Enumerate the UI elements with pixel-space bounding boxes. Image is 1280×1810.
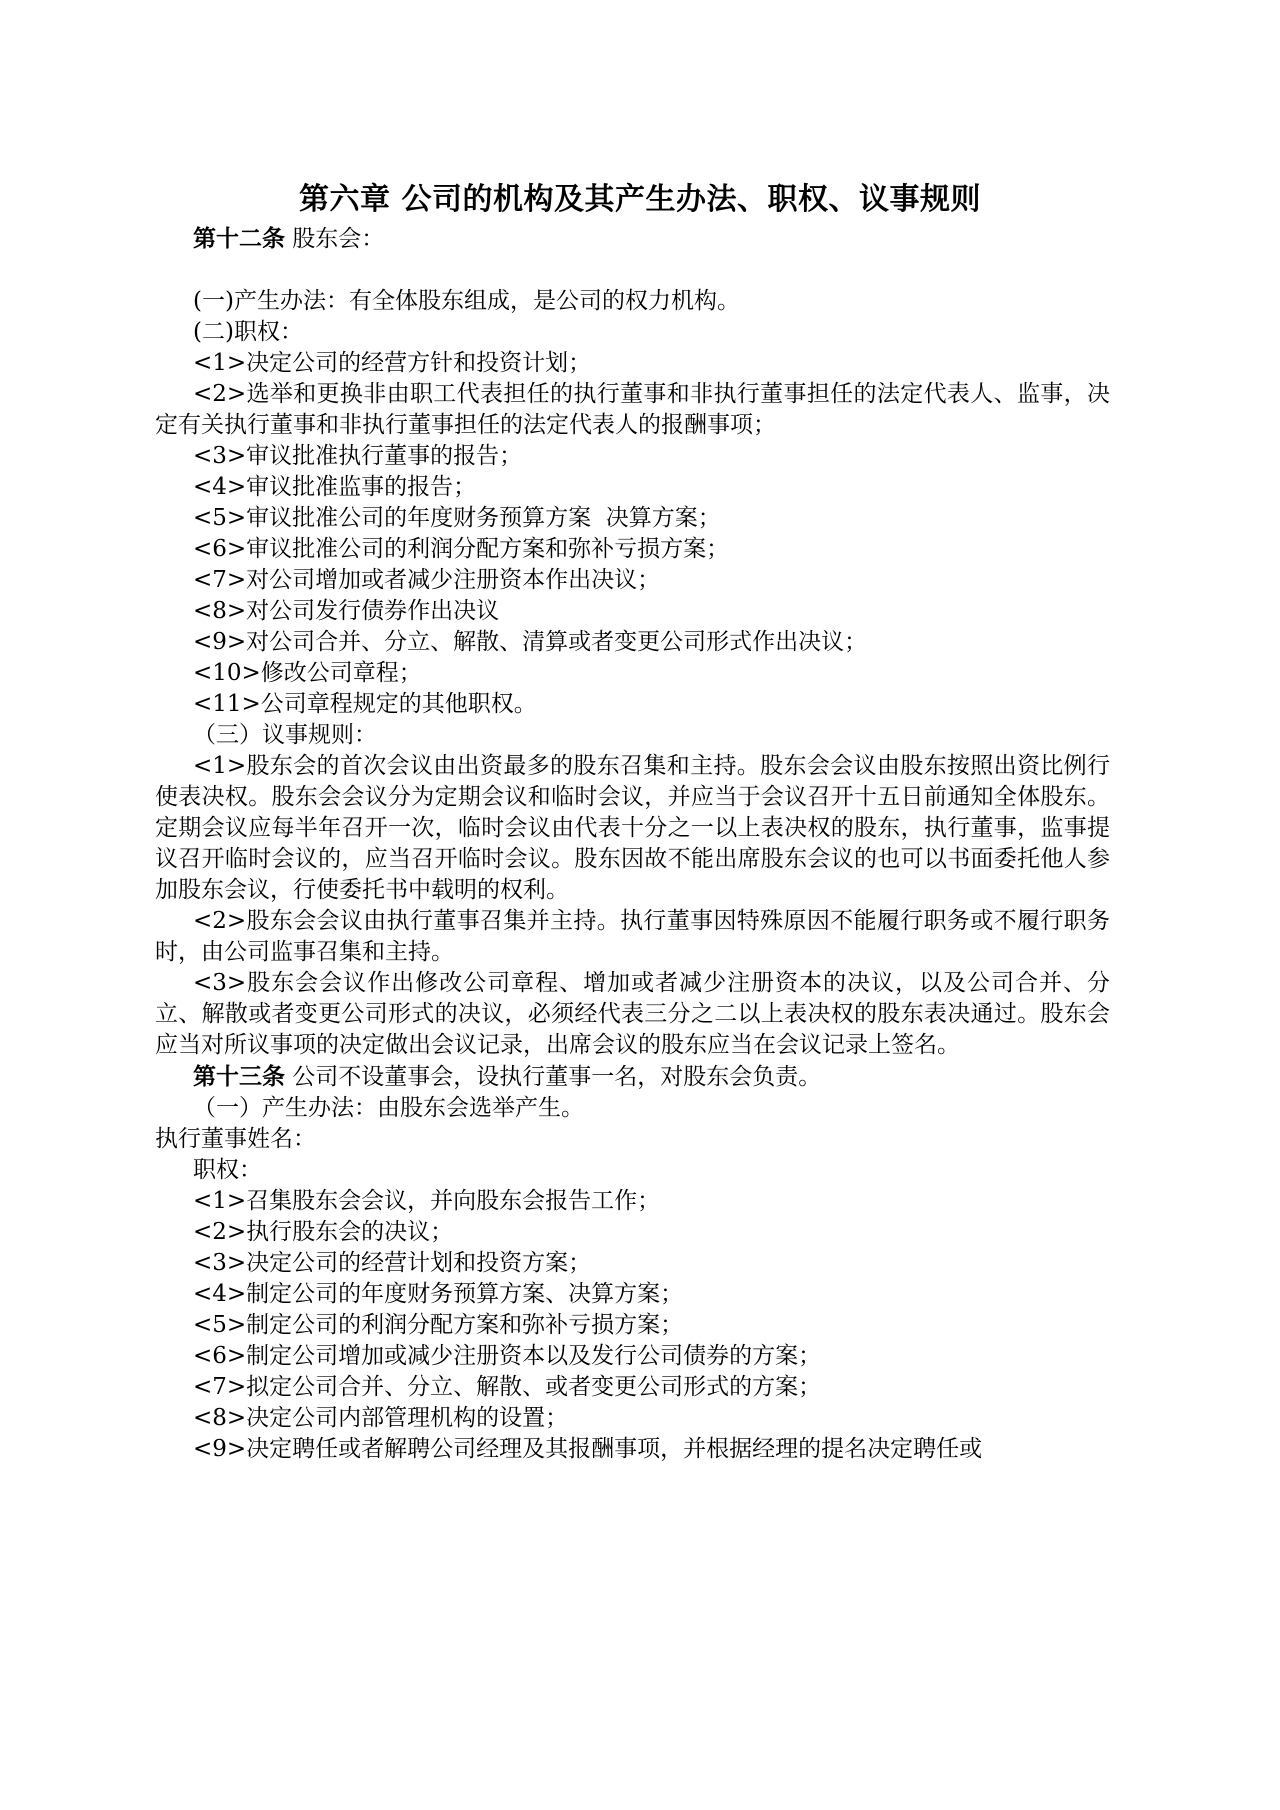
article-12-number: 第十二条 bbox=[193, 225, 285, 252]
article-13-name-label: 执行董事姓名： bbox=[155, 1126, 316, 1152]
article-12-rule-item bbox=[155, 968, 1110, 1061]
article-12-subject: 股东会： bbox=[285, 226, 385, 252]
article-12-power-item: <5>审议批准公司的年度财务预算方案 决算方案； bbox=[193, 505, 721, 531]
article-13-power-item: <1>召集股东会会议，并向股东会报告工作； bbox=[193, 1188, 661, 1214]
article-12-rule-text: <1>股东会的首次会议由出资最多的股东召集和主持。股东会会议由股东按照出资比例行使表决权。股东会会议分为定期会议和临时会议，并应当于会议召开十五日前通知全体股东。定期会议应每半年召开一次，临时会议由代表十分之一以上表决权的股东，执行董事，监事提议召开临时会议的，应当召开临时会议。股东因故不能出席股东会议的也可以书面委托他人参加股东会议，行使委托书中载明的权利。 bbox=[155, 753, 1110, 903]
article-13-number: 第十三条 bbox=[193, 1063, 285, 1090]
article-13-power-item: <3>决定公司的经营计划和投资方案； bbox=[193, 1250, 592, 1276]
article-13-subject: 公司不设董事会，设执行董事一名，对股东会负责。 bbox=[285, 1064, 822, 1090]
article-13-powers-heading: 职权： bbox=[193, 1157, 262, 1183]
article-12-power-item: <4>审议批准监事的报告； bbox=[193, 474, 477, 500]
article-12-power-item: <10>修改公司章程； bbox=[193, 660, 422, 686]
article-13-power-item: <6>制定公司增加或减少注册资本以及发行公司债券的方案； bbox=[193, 1343, 822, 1369]
article-13-power-item: <5>制定公司的利润分配方案和弥补亏损方案； bbox=[193, 1312, 684, 1338]
article-13-power-item: <2>执行股东会的决议； bbox=[193, 1219, 454, 1245]
article-13-power-item: <4>制定公司的年度财务预算方案、决算方案； bbox=[193, 1281, 684, 1307]
article-12-power-item: <3>审议批准执行董事的报告； bbox=[193, 443, 523, 469]
article-12-rule-text: <2>股东会会议由执行董事召集并主持。执行董事因特殊原因不能履行职务或不履行职务时，由公司监事召集和主持。 bbox=[155, 908, 1110, 965]
article-12-rule-item bbox=[155, 906, 1110, 968]
article-12-rule-item bbox=[155, 751, 1110, 906]
article-12-power-item-text: <2>选举和更换非由职工代表担任的执行董事和非执行董事担任的法定代表人、监事，决定有关执行董事和非执行董事担任的法定代表人的报酬事项； bbox=[155, 381, 1110, 438]
article-13-heading-line bbox=[193, 1061, 1110, 1093]
chapter-title: 第六章 公司的机构及其产生办法、职权、议事规则 bbox=[299, 182, 981, 217]
article-12-power-item: <8>对公司发行债券作出决议 bbox=[193, 598, 500, 624]
article-12-method: (一)产生办法：有全体股东组成，是公司的权力机构。 bbox=[193, 288, 740, 314]
article-12-power-item: <9>对公司合并、分立、解散、清算或者变更公司形式作出决议； bbox=[193, 629, 868, 655]
article-13-power-item: <7>拟定公司合并、分立、解散、或者变更公司形式的方案； bbox=[193, 1374, 822, 1400]
article-13-power-item: <9>决定聘任或者解聘公司经理及其报酬事项，并根据经理的提名决定聘任或 bbox=[193, 1436, 983, 1462]
article-12-power-item: <1>决定公司的经营方针和投资计划； bbox=[193, 350, 592, 376]
article-13-method: （一）产生办法：由股东会选举产生。 bbox=[193, 1095, 584, 1121]
blank-line bbox=[193, 255, 1110, 286]
article-12-power-item: <11>公司章程规定的其他职权。 bbox=[193, 691, 537, 717]
article-12-rule-text: <3>股东会会议作出修改公司章程、增加或者减少注册资本的决议，以及公司合并、分立、解散或者变更公司形式的决议，必须经代表三分之二以上表决权的股东表决通过。股东会应当对所议事项的决定做出会议记录，出席会议的股东应当在会议记录上签名。 bbox=[155, 970, 1110, 1058]
article-12-rules-heading: （三）议事规则： bbox=[193, 722, 377, 748]
document-body bbox=[155, 223, 1110, 1465]
article-12-powers-heading: (二)职权： bbox=[193, 319, 303, 345]
article-12-heading-line bbox=[193, 223, 1110, 255]
article-12-power-item-wrapped bbox=[155, 379, 1110, 441]
article-13-power-item: <8>决定公司内部管理机构的设置； bbox=[193, 1405, 569, 1431]
article-12-power-item: <6>审议批准公司的利润分配方案和弥补亏损方案； bbox=[193, 536, 730, 562]
article-12-power-item: <7>对公司增加或者减少注册资本作出决议； bbox=[193, 567, 661, 593]
